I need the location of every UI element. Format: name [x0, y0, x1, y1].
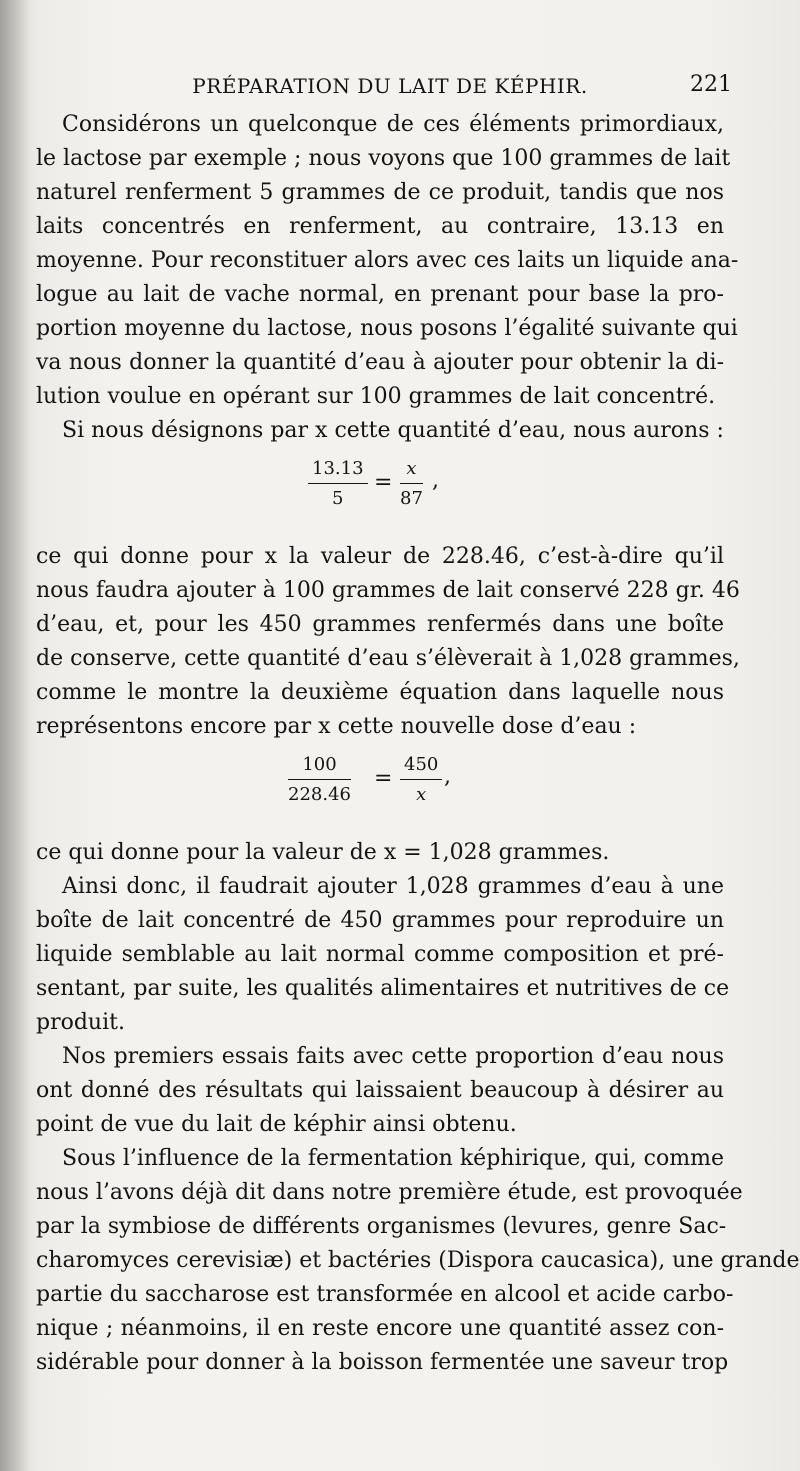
text-line: produit. [36, 1010, 125, 1035]
text-line: ce qui donne pour x la valeur de 228.46, c’est-à-dire qu’il [36, 544, 724, 569]
text-line: de conserve, cette quantité d’eau s’élèverait à 1,028 grammes, [36, 646, 740, 671]
page-edge-shadow [0, 0, 30, 1471]
equals-sign: = [374, 766, 393, 791]
text-line: Si nous désignons par x cette quantité d’eau, nous aurons : [62, 418, 724, 443]
denominator: x [416, 784, 427, 805]
equation-2-right-fraction [400, 754, 442, 805]
text-line: Nos premiers essais faits avec cette proportion d’eau nous [62, 1044, 724, 1069]
text-line: ce qui donne pour la valeur de x = 1,028 grammes. [36, 840, 610, 865]
text-line: partie du saccharose est transformée en alcool et acide carbo- [36, 1282, 734, 1307]
equals-sign: = [374, 470, 393, 495]
text-line: représentons encore par x cette nouvelle dose d’eau : [36, 714, 637, 739]
equation-2 [36, 744, 724, 836]
text-line: comme le montre la deuxième équation dans laquelle nous [36, 680, 724, 705]
text-line: nous l’avons déjà dit dans notre première étude, est provoquée [36, 1180, 743, 1205]
text-line: Ainsi donc, il faudrait ajouter 1,028 grammes d’eau à une [62, 874, 724, 899]
text-line: par la symbiose de différents organismes (levures, genre Sac- [36, 1214, 727, 1239]
numerator: x [400, 458, 423, 484]
text-line: le lactose par exemple ; nous voyons que 100 grammes de lait [36, 146, 731, 171]
text-line: liquide semblable au lait normal comme composition et pré- [36, 942, 724, 967]
text-line: va nous donner la quantité d’eau à ajouter pour obtenir la di- [36, 350, 724, 375]
denominator: 87 [400, 488, 423, 509]
equation-1 [36, 448, 724, 540]
text-line: point de vue du lait de képhir ainsi obtenu. [36, 1112, 517, 1137]
text-line: sentant, par suite, les qualités alimentaires et nutritives de ce [36, 976, 730, 1001]
denominator: 228.46 [288, 784, 351, 805]
text-line: ont donné des résultats qui laissaient beaucoup à désirer au [36, 1078, 724, 1103]
numerator: 450 [400, 754, 442, 780]
page-number: 221 [690, 72, 732, 97]
text-line: lution voulue en opérant sur 100 grammes de lait concentré. [36, 384, 716, 409]
denominator: 5 [332, 488, 344, 509]
text-line: d’eau, et, pour les 450 grammes renfermés dans une boîte [36, 612, 724, 637]
equation-1-left-fraction [308, 458, 368, 509]
equation-1-right-fraction [400, 458, 423, 509]
body-text [36, 108, 800, 1380]
text-line: moyenne. Pour reconstituer alors avec ces laits un liquide ana- [36, 248, 739, 273]
text-line: logue au lait de vache normal, en prenant pour base la pro- [36, 282, 724, 307]
text-line: naturel renferment 5 grammes de ce produit, tandis que nos [36, 180, 724, 205]
numerator: 13.13 [308, 458, 368, 484]
text-line: nous faudra ajouter à 100 grammes de lait conservé 228 gr. 46 [36, 578, 740, 603]
text-line: Considérons un quelconque de ces éléments primordiaux, [62, 112, 724, 137]
running-header [60, 66, 732, 102]
numerator: 100 [288, 754, 351, 780]
trailing-comma: , [444, 764, 451, 789]
trailing-comma: , [432, 468, 439, 493]
text-line: charomyces cerevisiæ) et bactéries (Dispora caucasica), une grande [36, 1248, 800, 1273]
text-line: Sous l’influence de la fermentation képhirique, qui, comme [62, 1146, 724, 1171]
text-line: boîte de lait concentré de 450 grammes pour reproduire un [36, 908, 724, 933]
text-line: nique ; néanmoins, il en reste encore une quantité assez con- [36, 1316, 724, 1341]
text-line: laits concentrés en renferment, au contraire, 13.13 en [36, 214, 724, 239]
text-line: sidérable pour donner à la boisson fermentée une saveur trop [36, 1350, 729, 1375]
running-title: PRÉPARATION DU LAIT DE KÉPHIR. [192, 74, 588, 98]
text-line: portion moyenne du lactose, nous posons l’égalité suivante qui [36, 316, 738, 341]
equation-2-left-fraction [288, 754, 351, 805]
